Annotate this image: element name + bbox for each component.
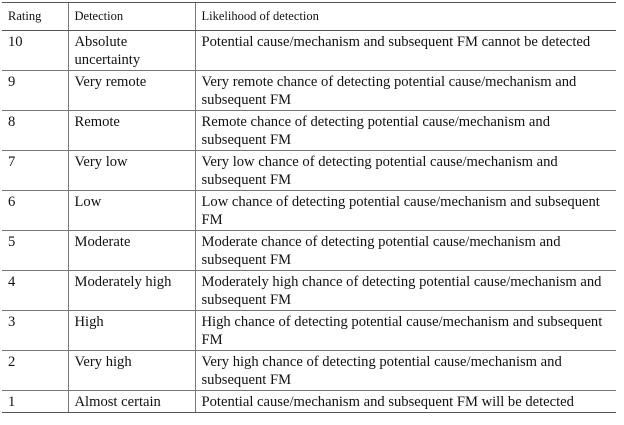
table-row [2,391,616,413]
header-rating: Rating [2,3,68,31]
rating-cell: 10 [2,31,68,71]
detection-cell: Very remote [68,71,195,111]
table-row [2,351,616,391]
rating-cell: 9 [2,71,68,111]
rating-cell: 7 [2,151,68,191]
likelihood-cell: Very remote chance of detecting potential cause/mechanism and subsequent FM [195,71,616,111]
header-likelihood: Likelihood of detection [195,3,616,31]
detection-cell: Absolute uncertainty [68,31,195,71]
detection-cell: Low [68,191,195,231]
rating-cell: 1 [2,391,68,413]
detection-cell: Almost certain [68,391,195,413]
likelihood-cell: Low chance of detecting potential cause/mechanism and subsequent FM [195,191,616,231]
detection-cell: Remote [68,111,195,151]
rating-cell: 2 [2,351,68,391]
detection-rating-table-container [2,2,616,413]
table-row [2,31,616,71]
likelihood-cell: Moderate chance of detecting potential cause/mechanism and subsequent FM [195,231,616,271]
likelihood-cell: Potential cause/mechanism and subsequent FM will be detected [195,391,616,413]
table-body [2,31,616,413]
table-row [2,271,616,311]
likelihood-cell: Moderately high chance of detecting potential cause/mechanism and subsequent FM [195,271,616,311]
rating-cell: 8 [2,111,68,151]
table-row [2,71,616,111]
likelihood-cell: High chance of detecting potential cause/mechanism and subsequent FM [195,311,616,351]
detection-cell: Moderate [68,231,195,271]
rating-cell: 3 [2,311,68,351]
rating-cell: 4 [2,271,68,311]
detection-cell: Very high [68,351,195,391]
detection-cell: Moderately high [68,271,195,311]
detection-cell: Very low [68,151,195,191]
header-detection: Detection [68,3,195,31]
detection-rating-table [2,2,616,413]
table-row [2,151,616,191]
likelihood-cell: Very high chance of detecting potential cause/mechanism and subsequent FM [195,351,616,391]
likelihood-cell: Potential cause/mechanism and subsequent FM cannot be detected [195,31,616,71]
likelihood-cell: Very low chance of detecting potential cause/mechanism and subsequent FM [195,151,616,191]
header-row [2,3,616,31]
table-row [2,111,616,151]
likelihood-cell: Remote chance of detecting potential cause/mechanism and subsequent FM [195,111,616,151]
rating-cell: 5 [2,231,68,271]
table-header [2,3,616,31]
table-row [2,231,616,271]
detection-cell: High [68,311,195,351]
table-row [2,191,616,231]
rating-cell: 6 [2,191,68,231]
table-row [2,311,616,351]
